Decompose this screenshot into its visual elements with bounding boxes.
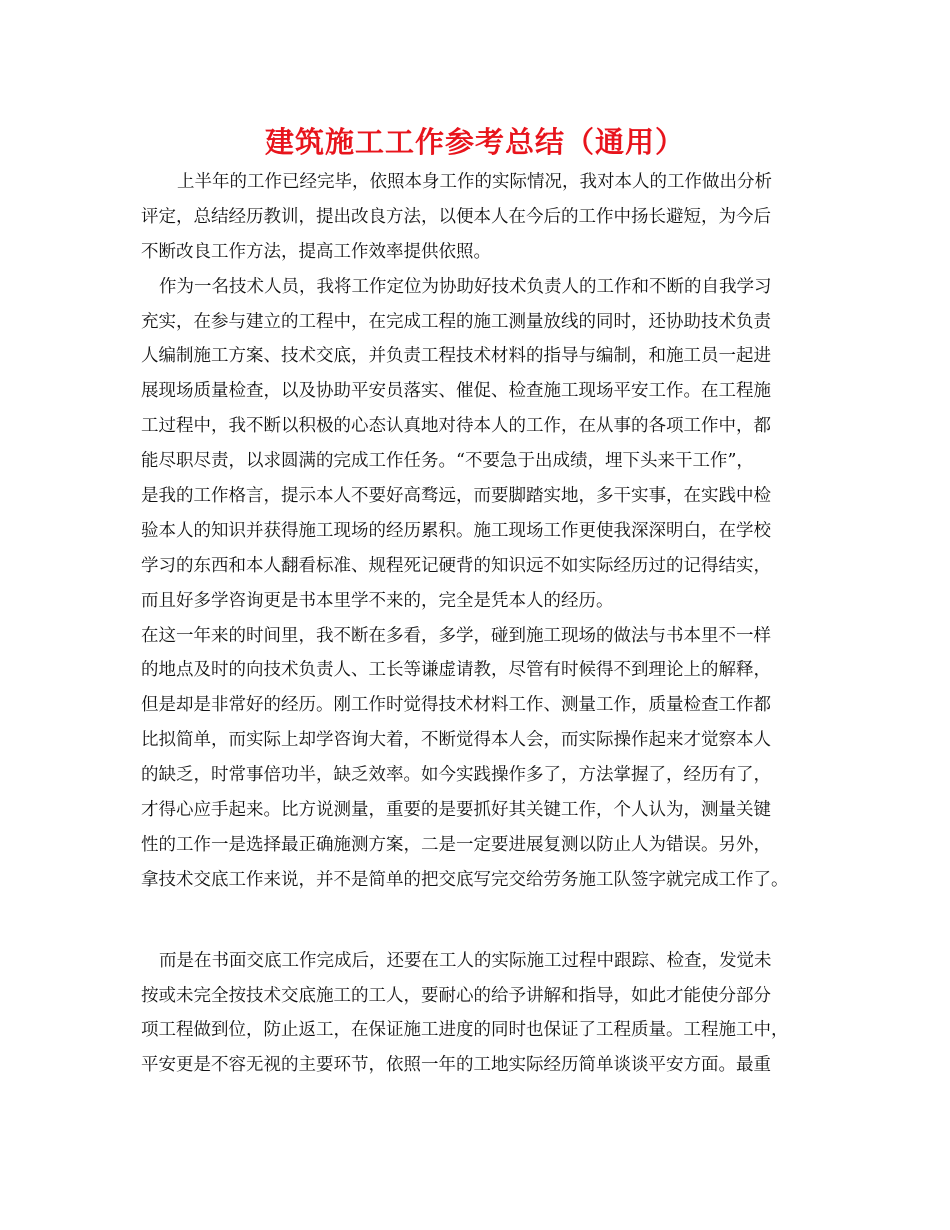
text-line: 按或未完全按技术交底施工的工人，要耐心的给予讲解和指导，如此才能使分部分 — [141, 985, 771, 1006]
paragraph-3 — [141, 619, 831, 898]
paragraph-4 — [141, 944, 831, 1084]
text-line: 评定，总结经历教训，提出改良方法，以便本人在今后的工作中扬长避短，为今后 — [141, 206, 771, 227]
text-line: 项工程做到位，防止返工，在保证施工进度的同时也保证了工程质量。工程施工中， — [141, 1020, 789, 1041]
text-line: 的缺乏，时常事倍功半，缺乏效率。如今实践操作多了，方法掌握了，经历有了， — [141, 765, 771, 786]
text-line: 的地点及时的向技术负责人、工长等谦虚请教，尽管有时候得不到理论上的解释， — [141, 660, 771, 681]
text-line: 工过程中，我不断以积极的心态认真地对待本人的工作，在从事的各项工作中，都 — [141, 416, 771, 437]
text-line: 能尽职尽责，以求圆满的完成工作任务。“不要急于出成绩，埋下头来干工作”， — [141, 451, 754, 472]
text-line: 比拟简单，而实际上却学咨询大着，不断觉得本人会，而实际操作起来才觉察本人 — [141, 730, 771, 751]
document-body — [141, 165, 831, 1083]
text-line: 上半年的工作已经完毕，依照本身工作的实际情况，我对本人的工作做出分析 — [177, 172, 772, 192]
text-line: 人编制施工方案、技术交底，并负责工程技术材料的指导与编制，和施工员一起进 — [141, 346, 771, 367]
text-line: 展现场质量检查，以及协助平安员落实、催促、检查施工现场平安工作。在工程施 — [141, 381, 771, 402]
text-line: 验本人的知识并获得施工现场的经历累积。施工现场工作更使我深深明白，在学校 — [141, 520, 771, 541]
text-line: 不断改良工作方法，提高工作效率提供依照。 — [141, 241, 491, 262]
text-line: 学习的东西和本人翻看标准、规程死记硬背的知识远不如实际经历过的记得结实， — [141, 555, 771, 576]
text-line: 平安更是不容无视的主要环节，依照一年的工地实际经历简单谈谈平安方面。最重 — [141, 1055, 771, 1076]
text-line: 是我的工作格言，提示本人不要好高骛远，而要脚踏实地，多干实事，在实践中检 — [141, 486, 771, 507]
document-title: 建筑施工工作参考总结（通用） — [264, 125, 685, 159]
text-line: 在这一年来的时间里，我不断在多看，多学，碰到施工现场的做法与书本里不一样 — [141, 625, 771, 646]
text-line: 而是在书面交底工作完成后，还要在工人的实际施工过程中跟踪、检查，发觉未 — [159, 950, 772, 971]
paragraph-gap — [141, 898, 831, 944]
text-line: 性的工作一是选择最正确施测方案，二是一定要进展复测以防止人为错误。另外， — [141, 834, 771, 855]
paragraph-2 — [141, 270, 831, 619]
text-line: 但是却是非常好的经历。刚工作时觉得技术材料工作、测量工作，质量检查工作都 — [141, 695, 771, 716]
text-line: 拿技术交底工作来说，并不是简单的把交底写完交给劳务施工队签字就完成工作了。 — [141, 869, 789, 890]
text-line: 作为一名技术人员，我将工作定位为协助好技术负责人的工作和不断的自我学习 — [159, 276, 772, 297]
paragraph-1 — [141, 165, 831, 270]
text-line: 才得心应手起来。比方说测量，重要的是要抓好其关键工作，个人认为，测量关键 — [141, 800, 771, 821]
text-line: 而且好多学咨询更是书本里学不来的，完全是凭本人的经历。 — [141, 590, 614, 611]
text-line: 充实，在参与建立的工程中，在完成工程的施工测量放线的同时，还协助技术负责 — [141, 311, 771, 332]
